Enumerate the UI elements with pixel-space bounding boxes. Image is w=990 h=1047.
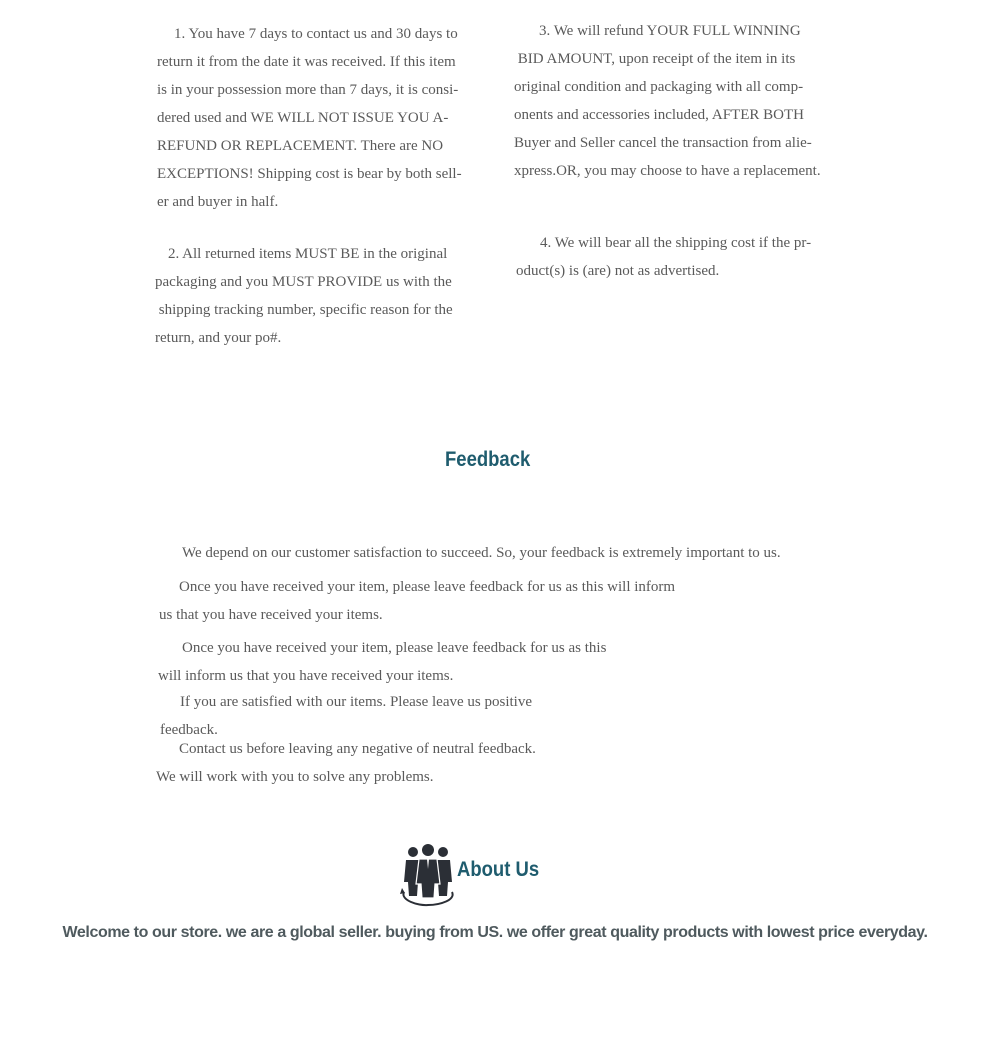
item-2-line: 2. All returned items MUST BE in the original — [168, 246, 448, 262]
item-2-line: packaging and you MUST PROVIDE us with the — [155, 274, 452, 290]
item-1-line: er and buyer in half. — [157, 194, 279, 210]
feedback-heading: Feedback — [445, 448, 531, 471]
item-1-line: 1. You have 7 days to contact us and 30 days to — [174, 26, 458, 42]
feedback-line: Once you have received your item, please leave feedback for us as this will inform — [179, 579, 676, 595]
item-3-line: BID AMOUNT, upon receipt of the item in its — [514, 51, 796, 67]
item-2-line: shipping tracking number, specific reason for the — [155, 302, 453, 318]
item-4-line: 4. We will bear all the shipping cost if the pr- — [540, 235, 812, 251]
feedback-line: feedback. — [160, 722, 218, 738]
feedback-line: Once you have received your item, please leave feedback for us as this — [182, 640, 607, 656]
item-3-line: Buyer and Seller cancel the transaction from alie- — [514, 135, 812, 151]
team-people-icon — [398, 842, 458, 908]
item-3-line: xpress.OR, you may choose to have a replacement. — [514, 163, 821, 179]
feedback-line: Contact us before leaving any negative of neutral feedback. — [179, 741, 536, 757]
feedback-line: will inform us that you have received your items. — [158, 668, 454, 684]
item-3-line: original condition and packaging with all comp- — [514, 79, 804, 95]
item-1-line: EXCEPTIONS! Shipping cost is bear by both sell- — [157, 166, 462, 182]
item-1-line: REFUND OR REPLACEMENT. There are NO — [157, 138, 444, 154]
welcome-text: Welcome to our store. we are a global seller. buying from US. we offer great quality products with lowest price everyday. — [62, 924, 928, 941]
item-1-line: dered used and WE WILL NOT ISSUE YOU A- — [157, 110, 449, 126]
item-1-line: return it from the date it was received. If this item — [157, 54, 456, 70]
item-1-line: is in your possession more than 7 days, it is consi- — [157, 82, 459, 98]
item-3-line: onents and accessories included, AFTER BOTH — [514, 107, 804, 123]
item-4-line: oduct(s) is (are) not as advertised. — [516, 263, 720, 279]
feedback-line: us that you have received your items. — [159, 607, 383, 623]
feedback-line: If you are satisfied with our items. Please leave us positive — [180, 694, 532, 710]
item-3-line: 3. We will refund YOUR FULL WINNING — [539, 23, 801, 39]
feedback-line: We will work with you to solve any problems. — [156, 769, 434, 785]
feedback-line: We depend on our customer satisfaction to succeed. So, your feedback is extremely important to us. — [182, 545, 781, 561]
item-2-line: return, and your po#. — [155, 330, 282, 346]
about-us-heading: About Us — [457, 858, 540, 881]
